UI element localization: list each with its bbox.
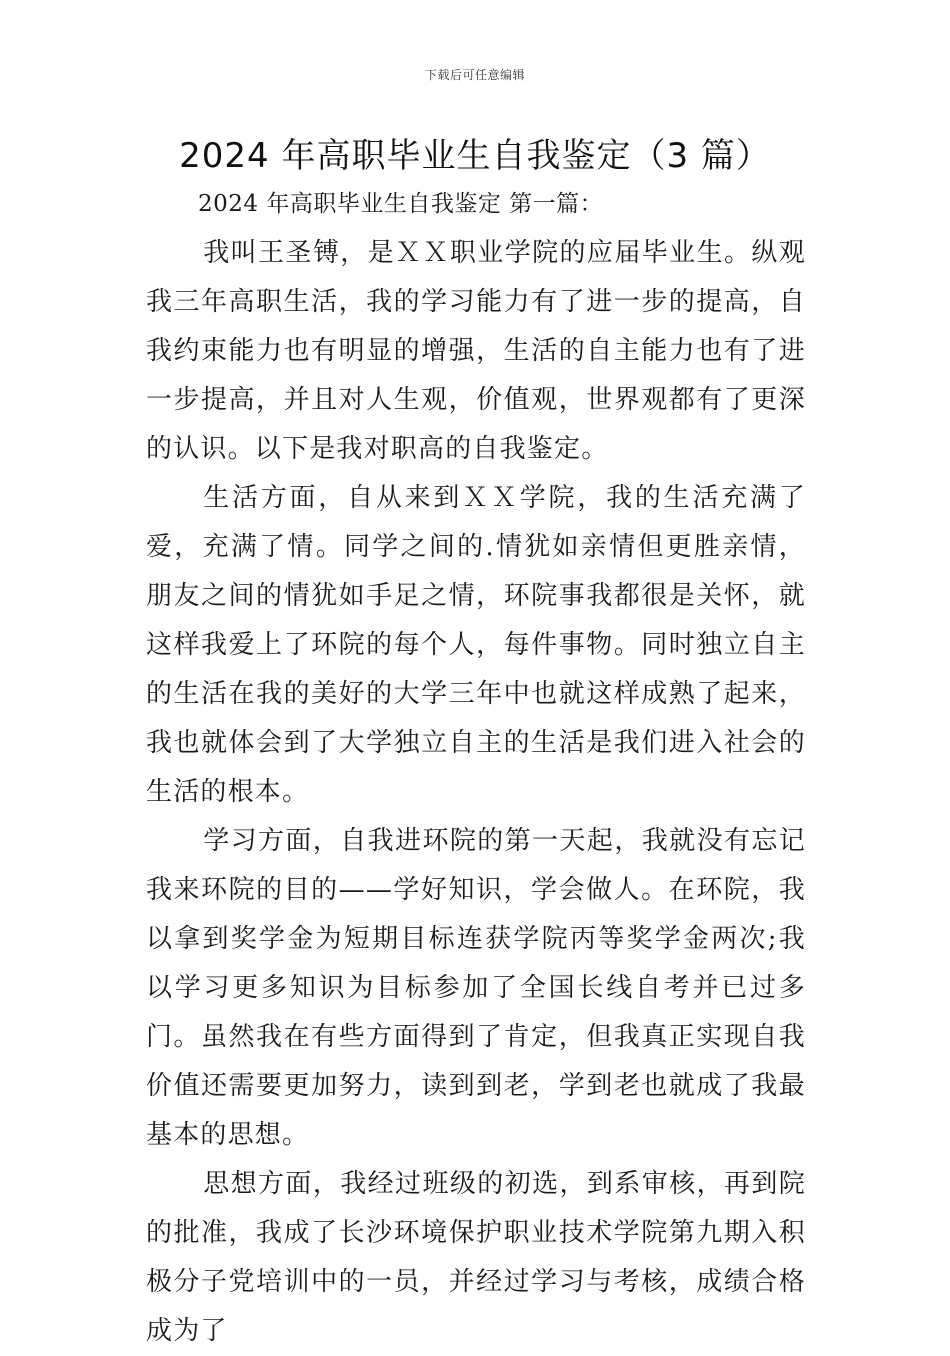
document-body [146, 180, 806, 1356]
paragraph-intro: 我叫王圣镈，是ＸＸ职业学院的应届毕业生。纵观我三年高职生活，我的学习能力有了进一步的提高，自我约束能力也有明显的增强，生活的自主能力也有了进一步提高，并且对人生观，价值观，世界观都有了更深的认识。以下是我对职高的自我鉴定。 [146, 238, 806, 464]
paragraph-thought: 思想方面，我经过班级的初选，到系审核，再到院的批准，我成了长沙环境保护职业技术学院第九期入积极分子党培训中的一员，并经过学习与考核，成绩合格成为了 [146, 1169, 806, 1346]
document-title: 2024 年高职毕业生自我鉴定（3 篇） [179, 136, 771, 176]
paragraph-study: 学习方面，自我进环院的第一天起，我就没有忘记我来环院的目的——学好知识，学会做人。在环院，我以拿到奖学金为短期目标连获学院丙等奖学金两次;我以学习更多知识为目标参加了全国长线自考并已过多门。虽然我在有些方面得到了肯定，但我真正实现自我价值还需要更加努力，读到到老，学到老也就成了我最基本的思想。 [146, 826, 806, 1150]
paragraph-life: 生活方面，自从来到ＸＸ学院，我的生活充满了爱，充满了情。同学之间的.情犹如亲情但更胜亲情，朋友之间的情犹如手足之情，环院事我都很是关怀，就这样我爱上了环院的每个人，每件事物。同时独立自主的生活在我的美好的大学三年中也就这样成熟了起来，我也就体会到了大学独立自主的生活是我们进入社会的生活的根本。 [146, 483, 806, 807]
header-note: 下载后可任意编辑 [424, 68, 525, 82]
section-subtitle: 2024 年高职毕业生自我鉴定 第一篇： [198, 191, 604, 217]
